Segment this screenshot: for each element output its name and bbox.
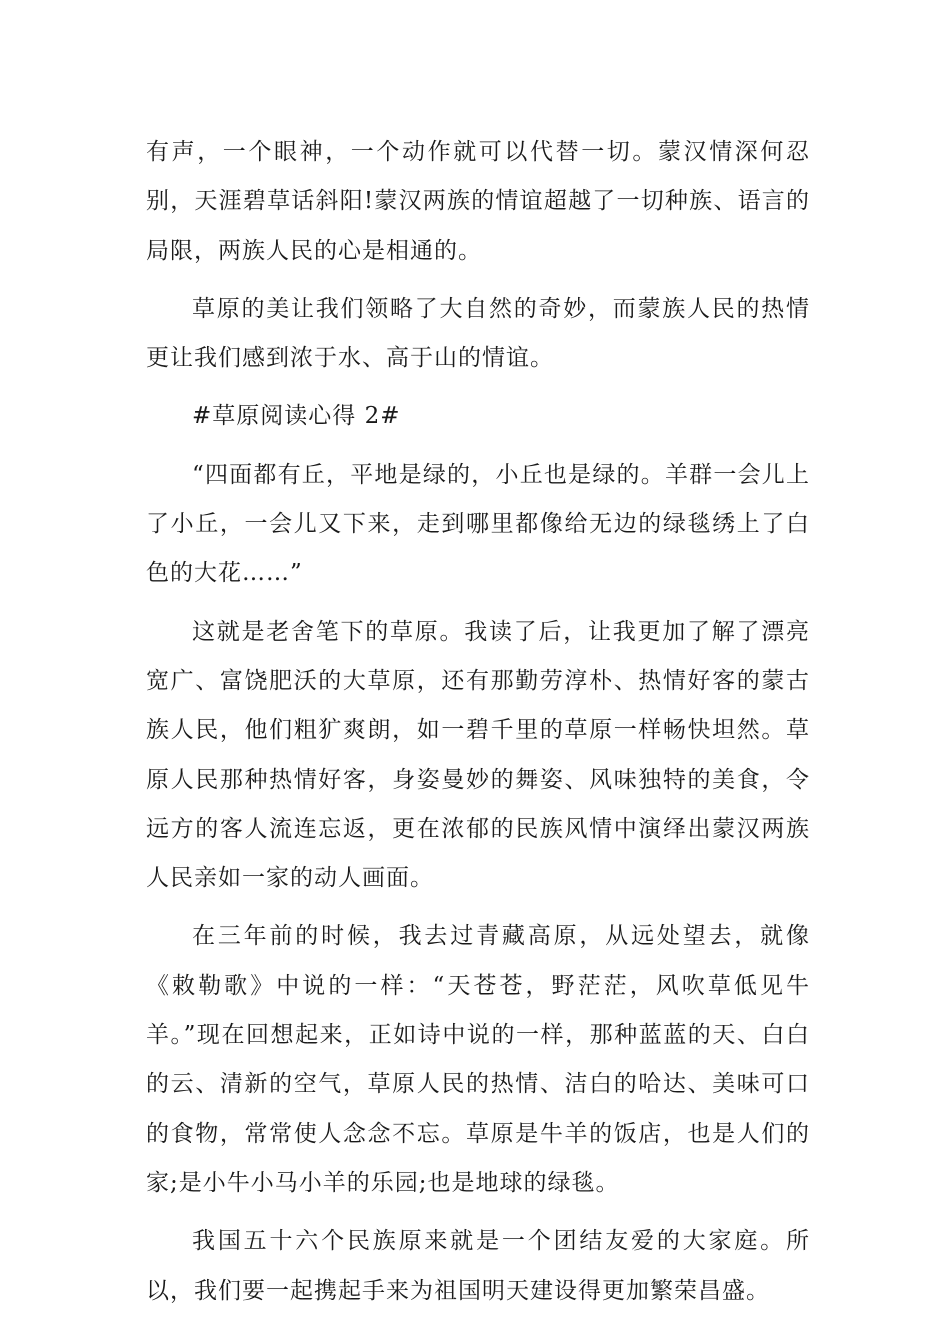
section-heading: #草原阅读心得 2# [192, 403, 401, 430]
paragraph: 这就是老舍笔下的草原。我读了后，让我更加了解了漂亮宽广、富饶肥沃的大草原，还有那勤劳淳朴、热情好客的蒙古族人民，他们粗犷爽朗，如一碧千里的草原一样畅快坦然。草原人民那种热情好客，身姿曼妙的舞姿、风味独特的美食，令远方的客人流连忘返，更在浓郁的民族风情中演绎出蒙汉两族人民亲如一家的动人画面。 [146, 618, 810, 892]
paragraph: 我国五十六个民族原来就是一个团结友爱的大家庭。所以，我们要一起携起手来为祖国明天建设得更加繁荣昌盛。 [146, 1228, 810, 1304]
document-page [146, 128, 810, 1325]
paragraph: 在三年前的时候，我去过青藏高原，从远处望去，就像《敕勒歌》中说的一样：“天苍苍，野茫茫，风吹草低见牛羊。”现在回想起来，正如诗中说的一样，那种蓝蓝的天、白白的云、清新的空气，草原人民的热情、洁白的哈达、美味可口的食物，常常使人念念不忘。草原是牛羊的饭店，也是人们的家;是小牛小马小羊的乐园;也是地球的绿毯。 [146, 923, 810, 1196]
quote-paragraph: “四面都有丘，平地是绿的，小丘也是绿的。羊群一会儿上了小丘，一会儿又下来，走到哪里都像给无边的绿毯绣上了白色的大花……” [146, 461, 810, 587]
paragraph-continued: 有声，一个眼神，一个动作就可以代替一切。蒙汉情深何忍别，天涯碧草话斜阳!蒙汉两族的情谊超越了一切种族、语言的局限，两族人民的心是相通的。 [146, 139, 810, 264]
paragraph: 草原的美让我们领略了大自然的奇妙，而蒙族人民的热情更让我们感到浓于水、高于山的情谊。 [146, 295, 810, 372]
